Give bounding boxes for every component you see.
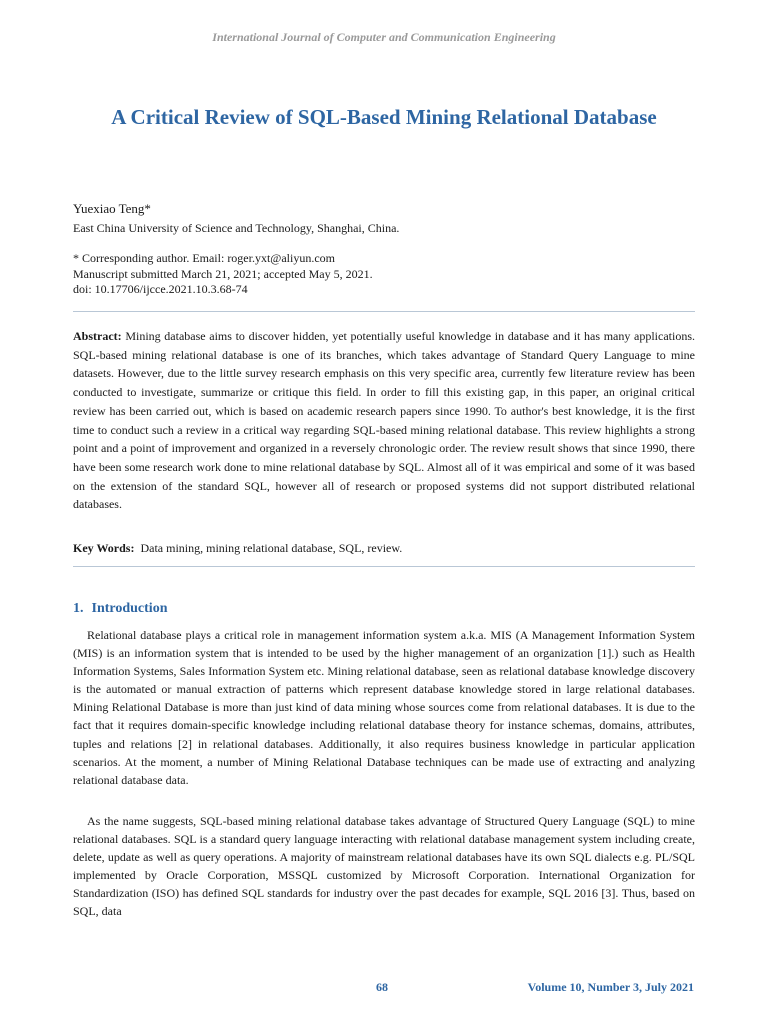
body-paragraph: As the name suggests, SQL-based mining relational database takes advantage of Structured Query Language (SQL) to mine relational databases. SQL is a standard query language interacting with relational database management system including create, delete, update as well as query operations. A majority of mainstream relational databases have its own SQL dialects e.g. PL/SQL implemented by Oracle Corporation, MSSQL customized by Microsoft Corporation. International Organization for Standardization (ISO) has defined SQL standards for industry over the past decades for example, SQL 2016 [3]. Thus, based on SQL, data — [73, 814, 695, 919]
abstract-bottom-divider — [73, 566, 695, 567]
abstract-label: Abstract: — [73, 329, 122, 343]
body-paragraph: Relational database plays a critical role in management information system a.k.a. MIS (A Management Information System (MIS) is an information system that is intended to be used by the higher management of an organization [1].) such as Health Information Systems, Sales Information System etc. Mining relational database, seen as relational database knowledge discovery is the automated or manual extraction of patterns which represent database knowledge stored in large relational databases. Mining Relational Database is more than just kind of data mining whose sources come from relational databases. It is due to the fact that it requires domain-specific knowledge including relational database theory for instance schemas, domains, attributes, tuples and relations [2] in relational databases. Additionally, it also requires business knowledge in particular application scenarios. At the moment, a number of Mining Relational Database techniques can be made use of extracting and analyzing relational database data. — [73, 628, 695, 787]
doi-line: doi: 10.17706/ijcce.2021.10.3.68-74 — [73, 282, 248, 296]
author-name: Yuexiao Teng* — [73, 201, 151, 216]
manuscript-meta — [73, 251, 373, 298]
volume-info: Volume 10, Number 3, July 2021 — [527, 980, 694, 994]
abstract-top-divider — [73, 311, 695, 312]
abstract-text: Mining database aims to discover hidden, yet potentially useful knowledge in database and it has many applications. SQL-based mining relational database is one of its branches, which takes advantage of Standard Query Language to mine datasets. However, due to the little survey research emphasis on this very specific area, currently few literature review has been conducted to investigate, summarize or critique this field. In order to fill this existing gap, in this paper, an original critical review has been carried out, which is based on academic research papers since 1990. To author's best knowledge, it is the first time to conduct such a review in a critical way regarding SQL-based mining relational database. This review highlights a strong point and a point of improvement and organized in a reversely chronologic order. The review result shows that since 1990, there have been some research work done to mine relational database by SQL. Almost all of it was empirical and some of it was based on the extension of the standard SQL, however all of research or proposed systems did not support distributed relational databases. — [73, 329, 695, 512]
author-affiliation: East China University of Science and Technology, Shanghai, China. — [73, 221, 400, 235]
keywords-text: Data mining, mining relational database, SQL, review. — [140, 541, 403, 555]
section-number: 1. — [73, 601, 84, 616]
keywords — [73, 541, 402, 556]
paper-title: A Critical Review of SQL-Based Mining Relational Database — [111, 105, 657, 129]
abstract — [73, 327, 695, 514]
keywords-label: Key Words: — [73, 541, 135, 555]
page-number: 68 — [376, 980, 388, 994]
journal-header: International Journal of Computer and Communication Engineering — [212, 30, 556, 44]
section-heading-introduction — [73, 601, 167, 617]
corresponding-author-line: * Corresponding author. Email: roger.yxt@aliyun.com — [73, 251, 336, 265]
manuscript-dates-line: Manuscript submitted March 21, 2021; accepted May 5, 2021. — [73, 266, 373, 281]
section-title: Introduction — [91, 601, 168, 616]
